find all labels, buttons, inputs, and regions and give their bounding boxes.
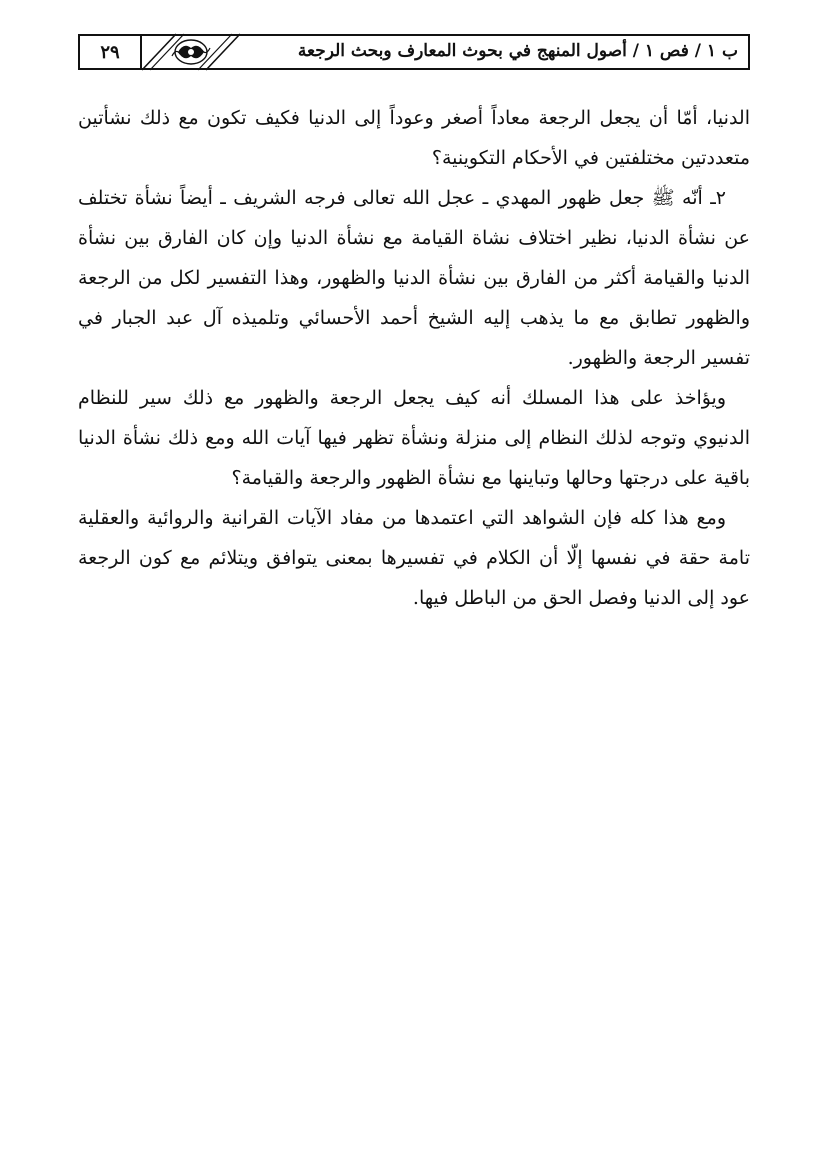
ornament-icon bbox=[132, 30, 250, 74]
page-header bbox=[78, 34, 750, 70]
running-title: ب ١ / فص ١ / أصول المنهج في بحوث المعارف وبحث الرجعة bbox=[297, 41, 738, 61]
paragraph-4: ومع هذا كله فإن الشواهد التي اعتمدها من مفاد الآيات القرانية والروائية والعقلية تامة حقة في نفسها إلّا أن الكلام في تفسيرها بمعنى يتوافق ويتلائم مع كون الرجعة عود إلى الدنيا وفصل الحق من الباطل فيها. bbox=[78, 507, 750, 609]
paragraph-2: ٢ـ أنّه ﷺ جعل ظهور المهدي ـ عجل الله تعالى فرجه الشريف ـ أيضاً نشأة تختلف عن نشأة الدنيا، نظير اختلاف نشاة القيامة مع نشأة الدنيا وإن كان الفارق بين نشأة الدنيا والقيامة أكثر من الفارق بين نشأة الدنيا والظهور، وهذا التفسير لكل من الرجعة والظهور تطابق مع ما يذهب إليه الشيخ أحمد الأحسائي وتلميذه آل عبد الجبار في تفسير الرجعة والظهور. bbox=[78, 187, 750, 369]
page-number-box bbox=[80, 36, 142, 68]
paragraph-1: الدنيا، أمّا أن يجعل الرجعة معاداً أصغر وعوداً إلى الدنيا فكيف تكون مع ذلك نشأتين متعددتين مختلفتين في الأحكام التكوينية؟ bbox=[78, 107, 750, 169]
body-text bbox=[78, 98, 750, 618]
paragraph-3: ويؤاخذ على هذا المسلك أنه كيف يجعل الرجعة والظهور مع ذلك سير للنظام الدنيوي وتوجه لذلك النظام إلى منزلة ونشأة تظهر فيها آيات الله ومع ذلك نشأة الدنيا باقية على درجتها وحالها وتباينها مع نشأة الظهور والرجعة والقيامة؟ bbox=[78, 387, 750, 489]
page-number: ٢٩ bbox=[100, 41, 120, 63]
